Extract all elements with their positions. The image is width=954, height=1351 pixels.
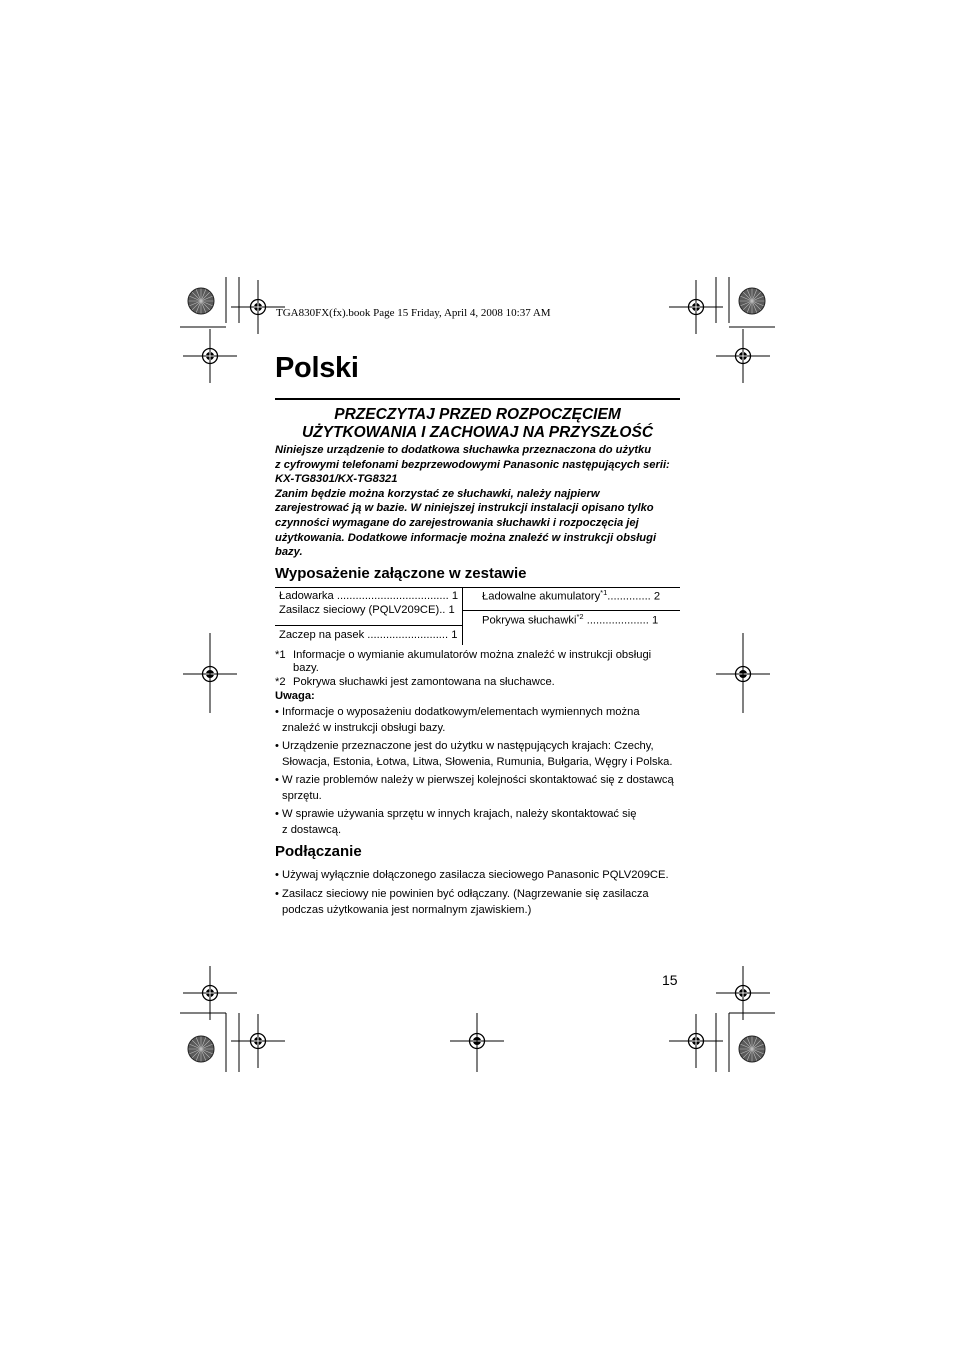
note-line: Słowacja, Estonia, Łotwa, Litwa, Słowenia, Rumunia, Bułgaria, Węgry i Polska.: [282, 756, 673, 769]
footnote-2-mark: *2: [275, 676, 286, 689]
item-batteries-label: Ładowalne akumulatory: [482, 590, 601, 603]
bullet-mark: •: [275, 739, 279, 752]
footnote-1-mark: *1: [275, 649, 286, 661]
intro-line: bazy.: [275, 546, 303, 559]
page-title: Polski: [275, 352, 359, 384]
footnote-ref-1: *1: [600, 588, 608, 597]
footnote-1-line-1: Informacje o wymianie akumulatorów można znaleźć w instrukcji obsługi: [293, 649, 652, 661]
item-cover-qty: .................... 1: [583, 614, 659, 627]
item-batteries: [482, 588, 660, 603]
item-handset-cover: [482, 612, 658, 627]
intro-line: Niniejsze urządzenie to dodatkowa słuchawka przeznaczona do użytku: [275, 444, 652, 456]
note-line: W razie problemów należy w pierwszej kolejności skontaktować się z dostawcą: [282, 773, 674, 786]
note-item: [275, 806, 685, 839]
note-line: sprzętu.: [282, 790, 322, 803]
connection-item: [275, 867, 685, 884]
color-burst-top-left: [188, 288, 214, 314]
read-heading-line-1: PRZECZYTAJ PRZED ROZPOCZĘCIEM: [334, 406, 621, 423]
note-line: Urządzenie przeznaczone jest do użytku w następujących krajach: Czechy,: [282, 739, 654, 752]
item-batteries-qty: .............. 2: [607, 590, 661, 603]
note-item: [275, 738, 685, 771]
intro-line: czynności wymagane do zarejestrowania słuchawki i rozpoczęcia jej: [275, 516, 639, 529]
item-charger: Ładowarka .................................... 1: [279, 590, 459, 602]
connection-line: podczas użytkowania jest normalnym zjawiskiem.): [282, 904, 532, 916]
print-slug: TGA830FX(fx).book Page 15 Friday, April 4, 2008 10:37 AM: [276, 307, 551, 319]
note-label: Uwaga:: [275, 689, 315, 702]
bullet-mark: •: [275, 807, 279, 820]
accessories-heading: Wyposażenie załączone w zestawie: [275, 565, 527, 582]
footnote-1: [275, 649, 685, 675]
footnote-2: [275, 676, 685, 689]
note-line: znaleźć w instrukcji obsługi bazy.: [282, 722, 446, 735]
table-divider: [462, 587, 463, 645]
footnote-ref-2: *2: [576, 612, 584, 621]
color-burst-bottom-right: [739, 1036, 765, 1062]
note-line: Informacje o wyposażeniu dodatkowym/elementach wymiennych można: [282, 705, 640, 718]
item-ac-adaptor: Zasilacz sieciowy (PQLV209CE).. 1: [279, 604, 455, 616]
table-right-rule: [463, 610, 680, 611]
footnote-1-line-2: bazy.: [293, 662, 319, 675]
item-cover-label: Pokrywa słuchawki: [482, 614, 577, 627]
color-burst-top-right: [739, 288, 765, 314]
bullet-mark: •: [275, 773, 279, 786]
connection-item: [275, 886, 685, 919]
bullet-mark: •: [275, 869, 279, 881]
note-item: [275, 772, 685, 805]
page-number: 15: [662, 972, 678, 988]
item-belt-clip: Zaczep na pasek .......................... 1: [279, 629, 458, 641]
table-left-rule: [275, 625, 462, 626]
note-line: z dostawcą.: [282, 824, 342, 837]
intro-line: Zanim będzie można korzystać ze słuchawki, należy najpierw: [275, 487, 600, 500]
bullet-mark: •: [275, 705, 279, 718]
footnotes-and-notes: [275, 649, 685, 839]
connection-heading: Podłączanie: [275, 843, 362, 860]
connection-line: Zasilacz sieciowy nie powinien być odłączany. (Nagrzewanie się zasilacza: [282, 887, 649, 900]
connection-line: Używaj wyłącznie dołączonego zasilacza sieciowego Panasonic PQLV209CE.: [282, 869, 669, 881]
title-rule: [275, 398, 680, 400]
footnote-2-text: Pokrywa słuchawki jest zamontowana na słuchawce.: [293, 676, 555, 689]
intro-line: KX-TG8301/KX-TG8321: [275, 473, 398, 486]
accessories-table: [275, 587, 680, 645]
color-burst-bottom-left: [188, 1036, 214, 1062]
connection-list: [275, 866, 685, 919]
read-before-use-heading: [275, 406, 680, 442]
note-item: [275, 704, 685, 737]
read-heading-line-2: UŻYTKOWANIA I ZACHOWAJ NA PRZYSZŁOŚĆ: [301, 424, 654, 441]
intro-line: z cyfrowymi telefonami bezprzewodowymi Panasonic następujących serii:: [275, 458, 670, 471]
note-line: W sprawie używania sprzętu w innych krajach, należy skontaktować się: [282, 807, 637, 820]
intro-line: użytkowania. Dodatkowe informacje można znaleźć w instrukcji obsługi: [275, 531, 657, 544]
bullet-mark: •: [275, 887, 279, 900]
intro-line: zarejestrować ją w bazie. W niniejszej instrukcji instalacji opisano tylko: [275, 502, 654, 515]
intro-paragraph: [275, 443, 685, 560]
